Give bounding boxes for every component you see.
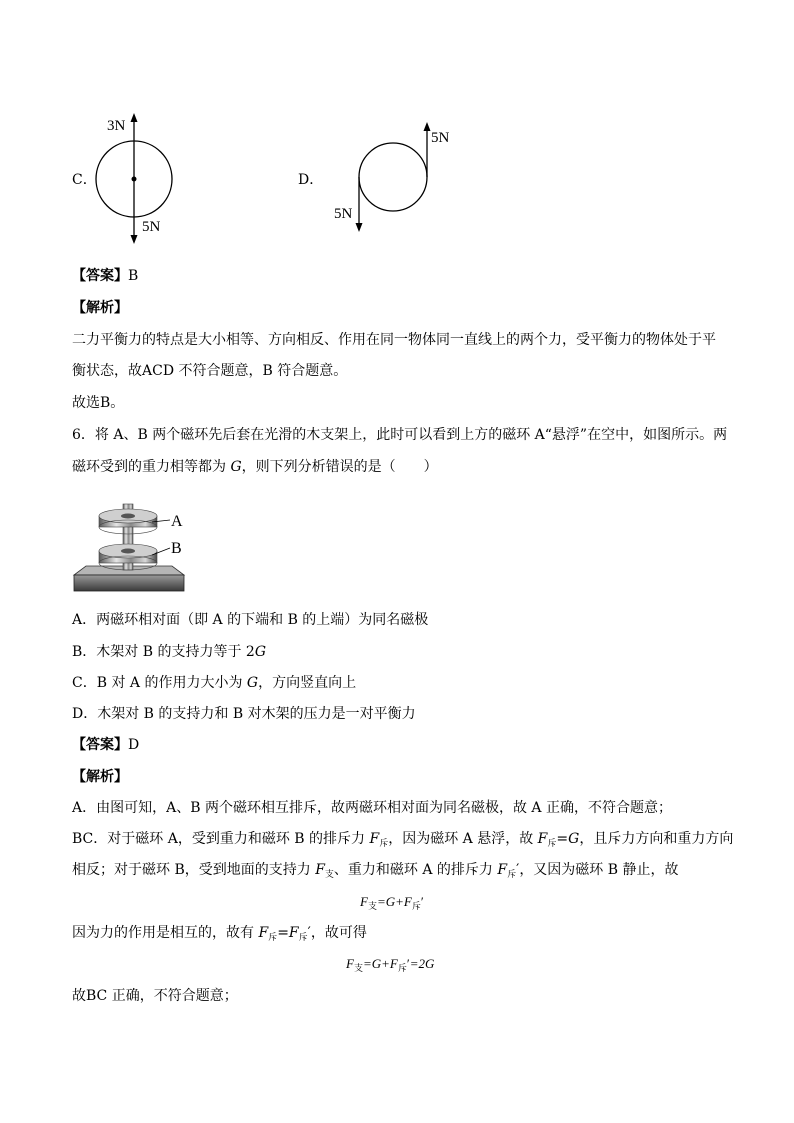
q6-option-a: A．两磁环相对面（即 A 的下端和 B 的上端）为同名磁极	[72, 612, 429, 628]
option-c-force-diagram	[90, 105, 190, 250]
option-c-label: C．	[72, 172, 97, 188]
q6-answer: 【答案】D	[72, 737, 140, 753]
q6-analysis-a: A．由图可知，A、B 两个磁环相互排斥，故两磁环相对面为同名磁极，故 A 正确，不符合题意；	[72, 800, 672, 816]
q5-answer: 【答案】B	[72, 268, 139, 284]
q6-option-c: C．B 对 A 的作用力大小为 G，方向竖直向上	[72, 675, 357, 691]
magnet-ring-a-hole	[121, 514, 135, 519]
force-label-3n: 3N	[107, 118, 126, 134]
q6-stem-line2: 磁环受到的重力相等都为 G，则下列分析错误的是（ ）	[72, 459, 438, 475]
q6-option-d: D．木架对 B 的支持力和 B 对木架的压力是一对平衡力	[72, 706, 416, 722]
q6-analysis-tag: 【解析】	[72, 769, 128, 785]
label-ring-a: A	[171, 513, 183, 530]
q5-conclusion: 故选B。	[72, 395, 125, 411]
wood-base-front	[74, 575, 184, 591]
q6-conclusion: 故BC 正确，不符合题意；	[72, 988, 238, 1004]
arrow-head-down	[131, 235, 138, 244]
arrow-head-up	[131, 113, 138, 122]
q6-stem-line1: 6．将 A、B 两个磁环先后套在光滑的木支架上，此时可以看到上方的磁环 A“悬浮”在空中，如图所示。两	[72, 427, 728, 443]
arrow-head-down	[356, 223, 363, 232]
ring-circle	[359, 143, 427, 211]
force-label-5n: 5N	[142, 219, 161, 235]
force-label-bottom: 5N	[334, 206, 353, 222]
label-ring-b: B	[171, 540, 182, 557]
force-label-top: 5N	[431, 130, 450, 146]
arrow-head-up	[424, 122, 431, 131]
magnet-ring-figure	[72, 496, 197, 598]
center-dot	[132, 177, 137, 182]
equation-support-force: $F_支=G+F_斥'$	[360, 894, 424, 911]
q6-analysis-bc-line1: BC．对于磁环 A，受到重力和磁环 B 的排斥力 $F_斥$，因为磁环 A 悬浮，故 $F_斥=G$，且斥力方向和重力方向	[72, 831, 734, 849]
equation-support-force-result: $F_支=G+F_斥'=2G$	[346, 956, 435, 973]
option-d-force-diagram	[325, 115, 465, 240]
q5-analysis-line1: 二力平衡力的特点是大小相等、方向相反、作用在同一物体同一直线上的两个力，受平衡力的物体处于平	[72, 332, 716, 348]
q5-analysis-tag: 【解析】	[72, 300, 128, 316]
option-d-label: D．	[298, 172, 324, 188]
q6-analysis-interaction: 因为力的作用是相互的，故有 $F_斥=F_斥'$，故可得	[72, 925, 367, 943]
q5-analysis-line2: 衡状态，故ACD 不符合题意，B 符合题意。	[72, 363, 348, 379]
q6-option-b: B．木架对 B 的支持力等于 2G	[72, 644, 267, 660]
q6-analysis-bc-line2: 相反；对于磁环 B，受到地面的支持力 $F_支$、重力和磁环 A 的排斥力 $F_斥'$，又因为磁环 B 静止，故	[72, 862, 679, 880]
magnet-ring-b-hole	[121, 549, 135, 554]
